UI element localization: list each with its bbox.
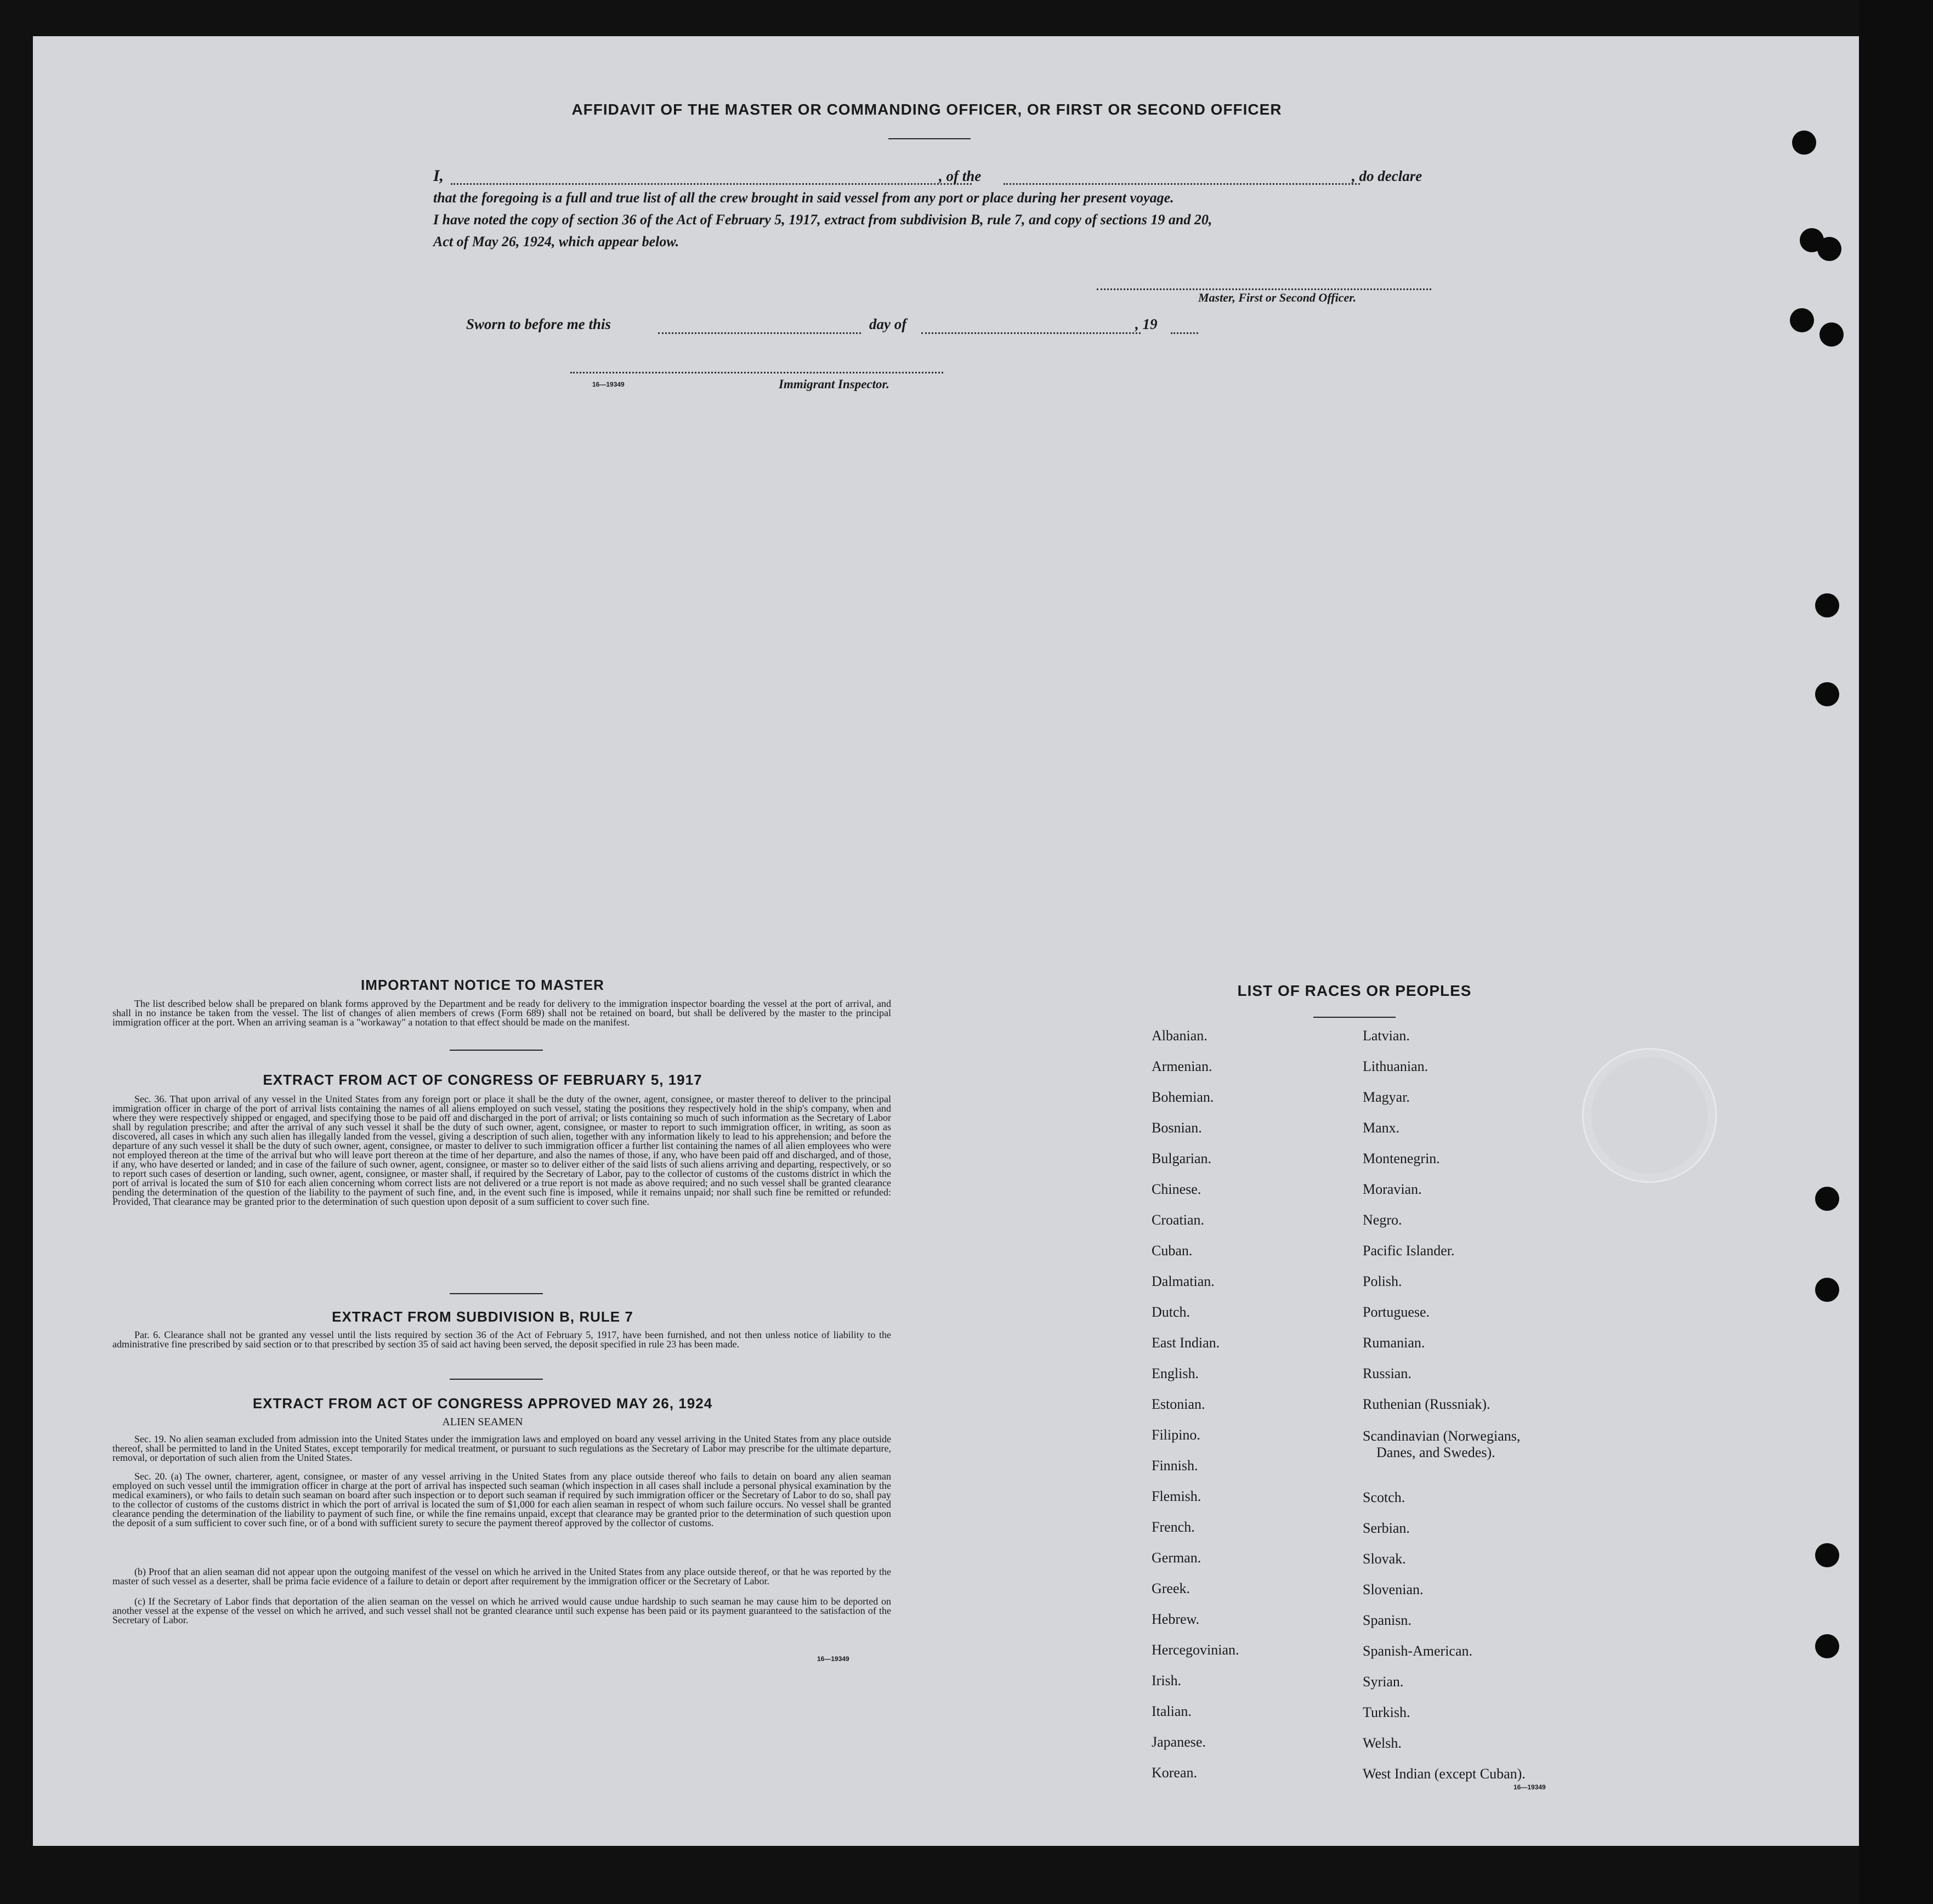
race-left: French. xyxy=(1152,1519,1195,1535)
race-left: Greek. xyxy=(1152,1580,1191,1596)
race-right: West Indian (except Cuban). xyxy=(1363,1766,1526,1782)
extract-1917-text: Sec. 36. That upon arrival of any vessel in the United States from any foreign port or place it shall be the duty of the owner, agent, consignee, or master thereof to deliver to the principal immigration officer in charge of the port of arrival lists containing the names of all aliens employed on such vessel, stating the positions they respectively hold in the ship's company, when and where they were respectively shipped or engaged, and specifying those to be paid off and discharged in the port of arrival; or lists containing so much of such information as the Secretary of Labor shall by regulation prescribe; and after the arrival of any such vessel it shall be the duty of such owner, agent, consignee, or master to report to such immigration officer, in writing, as soon as discovered, all cases in which any such alien has illegally landed from the vessel, giving a description of such alien, together with any information likely to lead to his apprehension; and before the departure of any such vessel it shall be the duty of such owner, agent, consignee, or master to deliver to such immigration officer a further list containing the names of all alien employees who were not employed thereon at the time of the arrival but who will leave port thereon at the time of her departure, and also the names of those, if any, who have been paid off and discharged, and of those, if any, who have deserted or landed; and in case of the failure of such owner, agent, consignee, or master so to deliver either of the said lists of such aliens arriving and departing, respectively, or so to report such cases of desertion or landing, such owner, agent, consignee, or master shall, if required by the Secretary of Labor, pay to the collector of customs of the customs district in which the port of arrival is located the sum of $10 for each alien concerning whom correct lists are not delivered or a true report is not made as above required; and no such vessel shall be granted clearance pending the determination of the question of the liability to the payment of such fine, and, in the event such fine is imposed, while it remains unpaid; nor shall such fine be remitted or refunded: Provided, That clearance may be granted prior to the determination of such question upon deposit of a sum sufficient to cover such fine. xyxy=(112,1093,891,1207)
affidavit-title: AFFIDAVIT OF THE MASTER OR COMMANDING OFFICER, OR FIRST OR SECOND OFFICER xyxy=(571,101,1282,118)
form-number-top: 16—19349 xyxy=(592,381,625,388)
race-right: Montenegrin. xyxy=(1363,1151,1440,1166)
punch-hole xyxy=(1815,682,1839,706)
inspector-signature-line xyxy=(570,372,943,373)
race-left: East Indian. xyxy=(1152,1335,1220,1351)
race-left: Filipino. xyxy=(1152,1427,1200,1443)
extract-rule7-divider xyxy=(450,1379,543,1380)
race-left: Irish. xyxy=(1152,1673,1182,1688)
race-left: English. xyxy=(1152,1365,1199,1381)
name-blank xyxy=(451,183,972,185)
punch-hole xyxy=(1815,1543,1839,1567)
race-right: Pacific Islander. xyxy=(1363,1243,1455,1259)
inspector-label: Immigrant Inspector. xyxy=(779,377,889,391)
race-right: Lithuanian. xyxy=(1363,1058,1429,1074)
sworn-prefix: Sworn to before me this xyxy=(466,316,611,332)
form-number-left: 16—19349 xyxy=(817,1655,849,1663)
form-page xyxy=(33,36,1859,1846)
punch-hole xyxy=(1819,322,1844,347)
race-left: Dalmatian. xyxy=(1152,1273,1215,1289)
sec20b-text: (b) Proof that an alien seaman did not appear upon the outgoing manifest of the vessel on which he arrived in the United States from any place outside thereof, or that he was reported by the master of such vessel as a deserter, shall be prima facie evidence of a failure to detain or deport after requirement by the immigration officer or the Secretary of Labor. xyxy=(112,1566,891,1586)
punch-hole xyxy=(1792,131,1816,155)
title-divider xyxy=(888,138,971,139)
race-left: Finnish. xyxy=(1152,1458,1198,1474)
punch-hole xyxy=(1790,308,1814,332)
extract-rule7-title: EXTRACT FROM SUBDIVISION B, RULE 7 xyxy=(332,1308,633,1325)
race-left: Dutch. xyxy=(1152,1304,1191,1320)
sworn-year: , 19 xyxy=(1135,316,1158,332)
extract-1917-title: EXTRACT FROM ACT OF CONGRESS OF FEBRUARY 5, 1917 xyxy=(263,1072,702,1088)
sworn-day-of: day of xyxy=(869,316,907,332)
punch-hole xyxy=(1817,237,1841,261)
sworn-day-blank xyxy=(658,332,861,334)
race-right: Moravian. xyxy=(1363,1181,1422,1197)
affidavit-of-the: , of the xyxy=(939,168,982,184)
notice-divider xyxy=(450,1050,543,1051)
race-left: Croatian. xyxy=(1152,1212,1205,1228)
punch-hole xyxy=(1815,1278,1839,1302)
alien-seamen-subtitle: ALIEN SEAMEN xyxy=(442,1416,523,1428)
race-right: Spanish-American. xyxy=(1363,1643,1473,1659)
race-right: Welsh. xyxy=(1363,1735,1402,1751)
race-left: Japanese. xyxy=(1152,1734,1206,1750)
race-left: Albanian. xyxy=(1152,1028,1208,1044)
punch-hole xyxy=(1815,1187,1839,1211)
affidavit-line-3: I have noted the copy of section 36 of the Act of February 5, 1917, extract from subdivision B, rule 7, and copy of sections 19 and 20, xyxy=(433,212,1212,228)
race-right: Serbian. xyxy=(1363,1520,1410,1536)
race-left: Bulgarian. xyxy=(1152,1151,1212,1166)
punch-hole xyxy=(1815,1634,1839,1658)
race-left: Cuban. xyxy=(1152,1243,1193,1259)
race-left: Armenian. xyxy=(1152,1058,1212,1074)
race-right: Slovak. xyxy=(1363,1551,1406,1567)
affidavit-line-2: that the foregoing is a full and true list of all the crew brought in said vessel from any port or place during her present voyage. xyxy=(433,190,1174,206)
race-right: Negro. xyxy=(1363,1212,1402,1228)
race-left: German. xyxy=(1152,1550,1201,1566)
sworn-year-blank xyxy=(1171,332,1198,334)
race-left: Hebrew. xyxy=(1152,1611,1200,1627)
race-left: Flemish. xyxy=(1152,1488,1201,1504)
notice-title: IMPORTANT NOTICE TO MASTER xyxy=(361,977,604,993)
race-right: Magyar. xyxy=(1363,1089,1410,1105)
form-number-right: 16—19349 xyxy=(1513,1783,1546,1791)
affidavit-i: I, xyxy=(433,167,444,185)
race-right: Scotch. xyxy=(1363,1489,1405,1505)
dark-scan-border xyxy=(1859,0,1933,1904)
race-right: Danes, and Swedes). xyxy=(1376,1444,1495,1460)
race-left: Bosnian. xyxy=(1152,1120,1202,1136)
sec19-text: Sec. 19. No alien seaman excluded from admission into the United States under the immigration laws and employed on board any vessel arriving in the United States from any place outside thereof, shall be permitted to land in the United States, except temporarily for medical treatment, or pursuant to such regulations as the Secretary of Labor may prescribe for the ultimate departure, removal, or deportation of such alien from the United States. xyxy=(112,1433,891,1463)
race-left: Hercegovinian. xyxy=(1152,1642,1239,1658)
race-left: Estonian. xyxy=(1152,1396,1205,1412)
notice-text: The list described below shall be prepared on blank forms approved by the Department and be ready for delivery to the immigration inspector boarding the vessel at the port of arrival, and shall in no instance be taken from the vessel. The list of changes of alien members of crews (Form 689) shall not be retained on board, but shall be delivered by the master to the principal immigration officer at the port. When an arriving seaman is a "workaway" a notation to that effect should be made on the manifest. xyxy=(112,998,891,1028)
race-right: Rumanian. xyxy=(1363,1335,1425,1351)
affidavit-line-4: Act of May 26, 1924, which appear below. xyxy=(433,234,679,250)
race-left: Bohemian. xyxy=(1152,1089,1214,1105)
race-left: Italian. xyxy=(1152,1703,1192,1719)
race-left: Korean. xyxy=(1152,1765,1198,1781)
sec20c-text: (c) If the Secretary of Labor finds that deportation of the alien seaman on the vessel on which he arrived would cause undue hardship to such seaman he may cause him to be deported on another vessel at the expense of the vessel on which he arrived, and such vessel shall not be granted clearance until such expense has been paid or its payment guaranteed to the satisfaction of the Secretary of Labor. xyxy=(112,1596,891,1625)
race-right: Polish. xyxy=(1363,1273,1402,1289)
extract-1917-divider xyxy=(450,1293,543,1294)
race-right: Manx. xyxy=(1363,1120,1400,1136)
embossed-seal xyxy=(1582,1048,1717,1183)
affidavit-do-declare: , do declare xyxy=(1352,168,1422,184)
race-right: Latvian. xyxy=(1363,1028,1410,1044)
extract-1924-title: EXTRACT FROM ACT OF CONGRESS APPROVED MAY 26, 1924 xyxy=(252,1395,713,1412)
vessel-blank xyxy=(1004,183,1360,185)
race-right: Spanisn. xyxy=(1363,1612,1412,1628)
master-signature-label: Master, First or Second Officer. xyxy=(1198,291,1357,304)
sec20a-text: Sec. 20. (a) The owner, charterer, agent, consignee, or master of any vessel arriving in the United States from any place outside thereof who fails to detain on board any alien seaman employed on such vessel until the immigration officer in charge at the port of arrival has inspected such seaman (which inspection in all cases shall include a personal physical examination by the medical examiners), or who fails to detain such seaman on board after such inspection or to deport such seaman if required by such immigration officer or the Secretary of Labor to do so, shall pay to the collector of customs of the customs district in which the port of arrival is located the sum of $1,000 for each alien seaman in respect of whom such failure occurs. No vessel shall be granted clearance pending the determination of the liability to payment of such fine, or while the fine remains unpaid, except that clearance may be granted prior to the determination of such question upon the deposit of a sum sufficient to cover such fine, or of a bond with sufficient surety to secure the payment thereof approved by the collector of customs. xyxy=(112,1471,891,1528)
race-left: Chinese. xyxy=(1152,1181,1201,1197)
sworn-month-blank xyxy=(921,332,1141,334)
race-right: Russian. xyxy=(1363,1365,1412,1381)
master-signature-line xyxy=(1097,288,1431,290)
race-right: Portuguese. xyxy=(1363,1304,1430,1320)
race-right: Slovenian. xyxy=(1363,1582,1424,1597)
race-right: Syrian. xyxy=(1363,1674,1404,1690)
races-divider xyxy=(1313,1017,1396,1018)
race-right: Scandinavian (Norwegians, xyxy=(1363,1428,1521,1444)
punch-hole xyxy=(1815,593,1839,617)
races-title: LIST OF RACES OR PEOPLES xyxy=(1237,982,1472,999)
race-right: Ruthenian (Russniak). xyxy=(1363,1396,1490,1412)
extract-rule7-text: Par. 6. Clearance shall not be granted any vessel until the lists required by section 36 of the Act of February 5, 1917, have been furnished, and not then unless notice of liability to the administrative fine prescribed by said section or to that prescribed by section 35 of said act having been served, the deposit specified in rule 23 has been made. xyxy=(112,1329,891,1350)
race-right: Turkish. xyxy=(1363,1704,1410,1720)
